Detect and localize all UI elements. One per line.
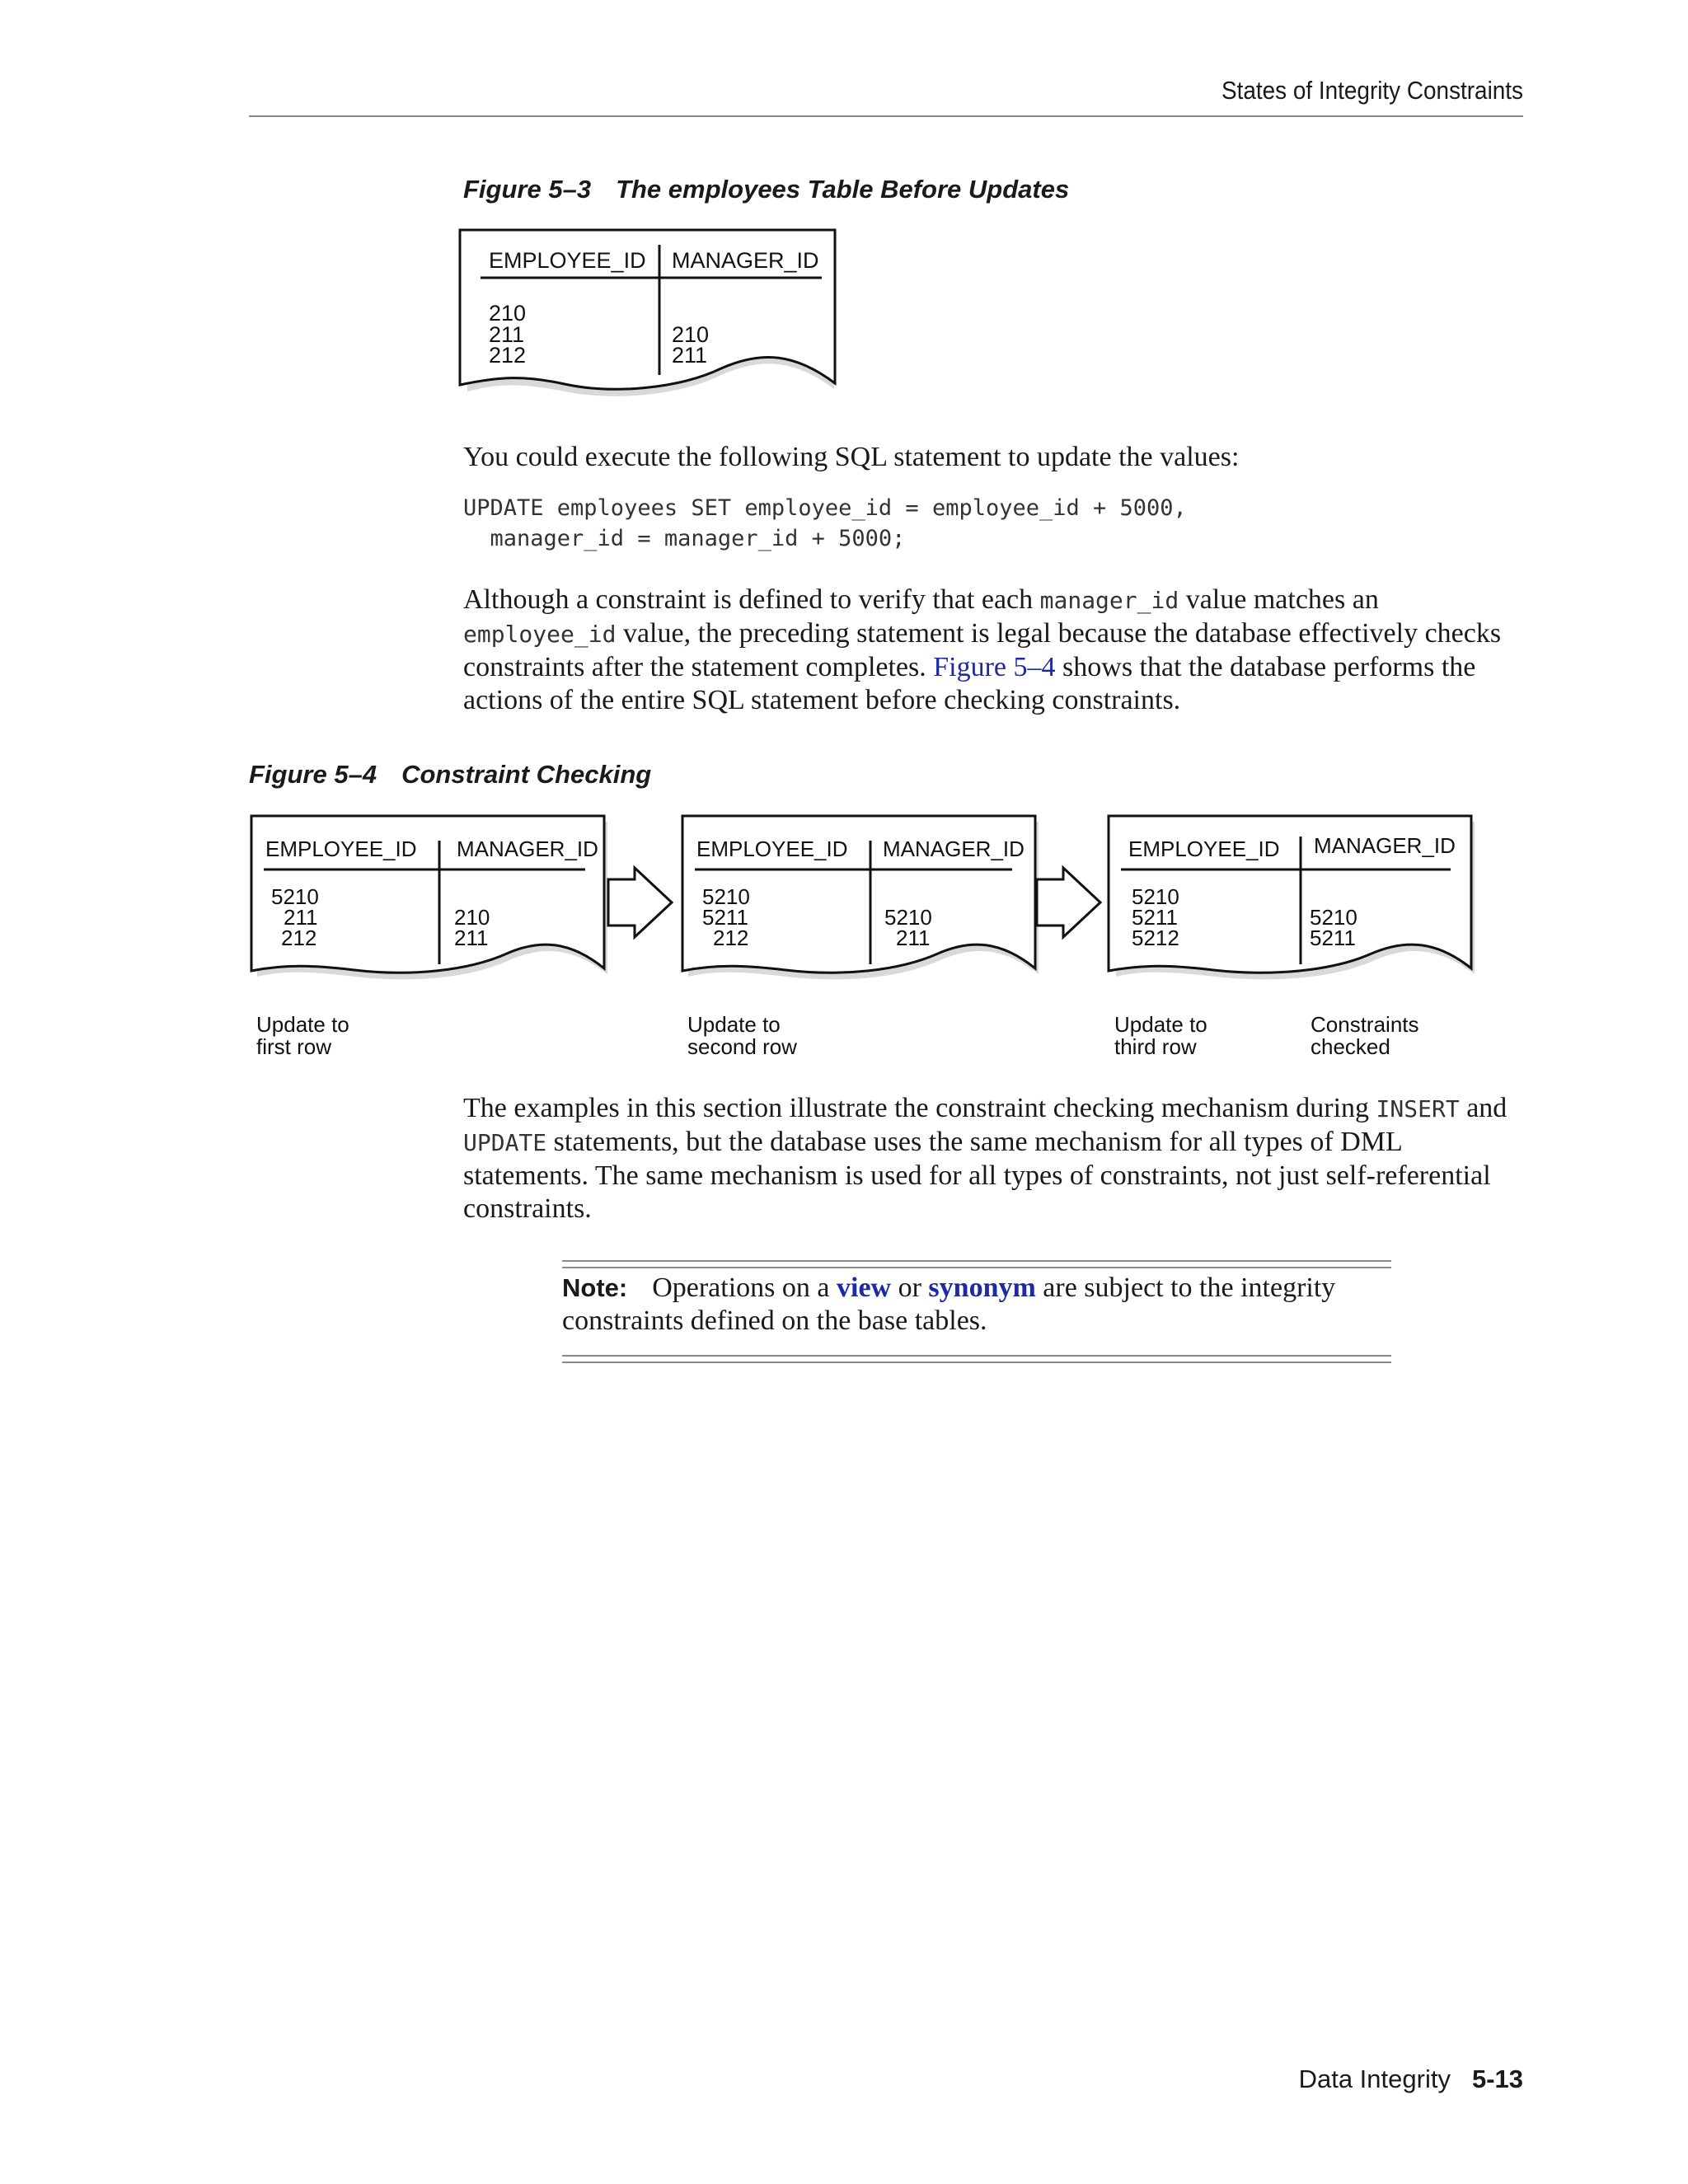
employee-id-value: 5210 bbox=[271, 884, 319, 909]
step-label-1 bbox=[256, 1012, 349, 1059]
page-number: 5-13 bbox=[1471, 2064, 1523, 2093]
step-label-2 bbox=[687, 1012, 797, 1059]
note-rule-bottom bbox=[562, 1355, 1391, 1357]
note-rule-top bbox=[562, 1267, 1391, 1268]
arrow-right-icon bbox=[608, 868, 672, 937]
column-header-employee-id: EMPLOYEE_ID bbox=[1128, 837, 1280, 861]
table-step-3 bbox=[1109, 816, 1475, 979]
table-step-1 bbox=[251, 816, 607, 979]
step-label-line: third row bbox=[1114, 1034, 1197, 1059]
inline-code: manager_id bbox=[1039, 587, 1179, 614]
figure-title: Constraint Checking bbox=[401, 760, 652, 789]
table-step-2 bbox=[682, 816, 1039, 979]
employee-id-value: 210 bbox=[489, 301, 527, 326]
column-header-manager-id: MANAGER_ID bbox=[672, 248, 819, 273]
text-run: and bbox=[1459, 1093, 1507, 1123]
step-label-line: second row bbox=[687, 1034, 797, 1059]
step-label-line: Constraints bbox=[1311, 1012, 1419, 1037]
code-block bbox=[463, 493, 1187, 554]
column-header-employee-id: EMPLOYEE_ID bbox=[696, 837, 848, 861]
employee-id-value: 5210 bbox=[1132, 884, 1179, 909]
employee-id-value: 5212 bbox=[1132, 926, 1179, 950]
figure-title: The employees Table Before Updates bbox=[616, 175, 1070, 204]
note-box bbox=[562, 1272, 1391, 1338]
code-line: manager_id = manager_id + 5000; bbox=[463, 526, 906, 551]
paragraph: You could execute the following SQL statement to update the values: bbox=[463, 442, 1240, 472]
employee-id-value: 212 bbox=[281, 926, 317, 950]
inline-code: INSERT bbox=[1376, 1095, 1460, 1122]
figure-5-3-table-diagram bbox=[457, 227, 853, 412]
manager-id-value: 5210 bbox=[1310, 905, 1357, 930]
employee-id-value: 211 bbox=[489, 322, 525, 347]
text-run: The examples in this section illustrate the constraint checking mechanism during bbox=[463, 1093, 1376, 1123]
manager-id-value: 211 bbox=[672, 343, 708, 368]
paragraph bbox=[463, 1092, 1526, 1226]
manager-id-value: 211 bbox=[454, 926, 489, 950]
text-run: Although a constraint is defined to verify that each bbox=[463, 584, 1040, 615]
manager-id-value: 210 bbox=[672, 322, 710, 347]
step-label-line: Update to bbox=[256, 1012, 349, 1037]
header-rule bbox=[249, 115, 1523, 117]
note-rule-bottom bbox=[562, 1361, 1391, 1363]
employee-id-value: 5211 bbox=[1132, 905, 1178, 930]
employee-id-value: 212 bbox=[713, 926, 749, 950]
step-label-4 bbox=[1311, 1012, 1419, 1059]
inline-code: employee_id bbox=[463, 621, 617, 648]
employee-id-value: 211 bbox=[284, 905, 318, 930]
column-header-employee-id: EMPLOYEE_ID bbox=[489, 248, 646, 273]
column-header-manager-id: MANAGER_ID bbox=[1314, 833, 1456, 858]
column-header-employee-id: EMPLOYEE_ID bbox=[265, 837, 417, 861]
text-run: are subject to the integrity constraints defined on the base tables. bbox=[562, 1272, 1336, 1336]
glossary-link-synonym[interactable]: synonym bbox=[928, 1272, 1036, 1303]
text-run: statements, but the database uses the same mechanism for all types of DML statements. The same mechanism is used for all types of constraints, not just self-referential constraints. bbox=[463, 1127, 1491, 1224]
text-run: shows that the database performs the actions of the entire SQL statement before checking constraints. bbox=[463, 652, 1476, 715]
page-footer bbox=[1071, 2064, 1523, 2094]
arrow-right-icon bbox=[1037, 868, 1100, 937]
text-run: value matches an bbox=[1179, 584, 1379, 615]
running-header: States of Integrity Constraints bbox=[1221, 76, 1523, 105]
text-run: value, the preceding statement is legal because the database effectively checks constraints after the statement completes. bbox=[463, 618, 1502, 682]
employee-id-value: 5211 bbox=[702, 905, 748, 930]
column-header-manager-id: MANAGER_ID bbox=[883, 837, 1025, 861]
footer-section: Data Integrity bbox=[1298, 2064, 1451, 2093]
code-line: UPDATE employees SET employee_id = employee_id + 5000, bbox=[463, 495, 1187, 521]
step-label-line: first row bbox=[256, 1034, 331, 1059]
step-label-line: checked bbox=[1311, 1034, 1390, 1059]
text-run: or bbox=[891, 1272, 929, 1303]
step-label-line: Update to bbox=[1114, 1012, 1207, 1037]
note-label: Note: bbox=[562, 1273, 628, 1302]
paragraph bbox=[463, 583, 1526, 717]
employee-id-value: 212 bbox=[489, 343, 527, 368]
manager-id-value: 5211 bbox=[1310, 926, 1356, 950]
figure-5-4-caption bbox=[249, 760, 651, 790]
figure-number: Figure 5–4 bbox=[249, 760, 377, 789]
employee-id-value: 5210 bbox=[702, 884, 750, 909]
figure-5-3-caption bbox=[463, 175, 1069, 204]
figure-5-4-diagram bbox=[247, 812, 1484, 1076]
step-label-line: Update to bbox=[687, 1012, 781, 1037]
glossary-link-view[interactable]: view bbox=[837, 1272, 892, 1303]
manager-id-value: 210 bbox=[454, 905, 490, 930]
note-rule-top bbox=[562, 1260, 1391, 1262]
figure-number: Figure 5–3 bbox=[463, 175, 592, 204]
figure-5-4-link[interactable]: Figure 5–4 bbox=[933, 652, 1056, 682]
step-label-3 bbox=[1114, 1012, 1207, 1059]
manager-id-value: 5210 bbox=[884, 905, 932, 930]
text-run: Operations on a bbox=[652, 1272, 837, 1303]
manager-id-value: 211 bbox=[896, 926, 931, 950]
inline-code: UPDATE bbox=[463, 1129, 547, 1156]
column-header-manager-id: MANAGER_ID bbox=[457, 837, 598, 861]
